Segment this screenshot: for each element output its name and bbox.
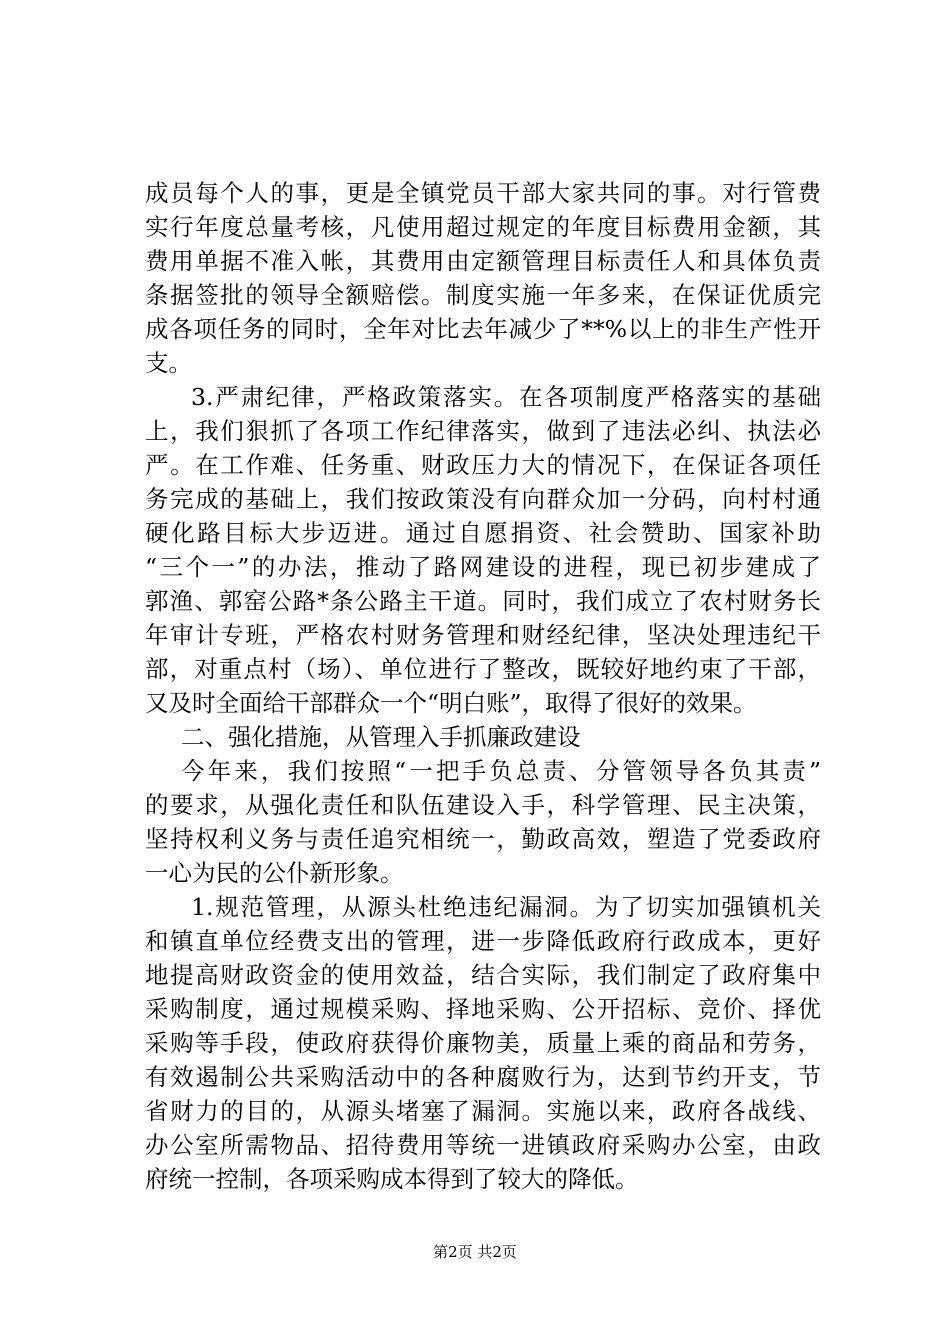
text-line: 今年来，我们按照“一把手负总责、分管领导各负其责” [181, 757, 821, 785]
text-line: 实行年度总量考核，凡使用超过规定的年度目标费用金额，其 [145, 213, 821, 241]
text-line: 和镇直单位经费支出的管理，进一步降低政府行政成本，更好 [145, 927, 821, 955]
document-body [145, 176, 821, 1196]
text-line: 费用单据不准入帐，其费用由定额管理目标责任人和具体负责 [145, 247, 821, 275]
text-line: 办公室所需物品、招待费用等统一进镇政府采购办公室，由政 [145, 1131, 821, 1159]
text-line: 地提高财政资金的使用效益，结合实际，我们制定了政府集中 [145, 961, 821, 989]
text-line: 务完成的基础上，我们按政策没有向群众加一分码，向村村通 [145, 485, 821, 513]
text-line: 条据签批的领导全额赔偿。制度实施一年多来，在保证优质完 [145, 281, 821, 309]
text-line: “三个一”的办法，推动了路网建设的进程，现已初步建成了 [145, 553, 821, 581]
text-line: 上，我们狠抓了各项工作纪律落实，做到了违法必纠、执法必 [145, 417, 821, 445]
text-line: 坚持权利义务与责任追究相统一，勤政高效，塑造了党委政府 [145, 825, 821, 853]
text-line: 府统一控制，各项采购成本得到了较大的降低。 [145, 1165, 639, 1193]
page-number-footer: 第2页 共2页 [433, 1243, 517, 1261]
text-line: 一心为民的公仆新形象。 [145, 859, 404, 887]
text-line: 成各项任务的同时，全年对比去年减少了**%以上的非生产性开 [145, 315, 821, 343]
text-line: 有效遏制公共采购活动中的各种腐败行为，达到节约开支，节 [145, 1063, 821, 1091]
text-line: 3.严肃纪律，严格政策落实。在各项制度严格落实的基础 [191, 383, 821, 411]
text-line: 支。 [145, 349, 192, 377]
section-heading: 二、强化措施，从管理入手抓廉政建设 [181, 723, 581, 751]
text-line: 省财力的目的，从源头堵塞了漏洞。实施以来，政府各战线、 [145, 1097, 821, 1125]
text-line: 采购等手段，使政府获得价廉物美，质量上乘的商品和劳务， [145, 1029, 821, 1057]
text-line: 采购制度，通过规模采购、择地采购、公开招标、竞价、择优 [145, 995, 821, 1023]
text-line: 郭渔、郭窑公路*条公路主干道。同时，我们成立了农村财务长 [145, 587, 821, 615]
text-line: 1.规范管理，从源头杜绝违纪漏洞。为了切实加强镇机关 [191, 893, 821, 921]
text-line: 又及时全面给干部群众一个“明白账”，取得了很好的效果。 [145, 689, 757, 717]
text-line: 部，对重点村（场）、单位进行了整改，既较好地约束了干部， [145, 655, 821, 683]
text-line: 年审计专班，严格农村财务管理和财经纪律，坚决处理违纪干 [145, 621, 821, 649]
text-line: 成员每个人的事，更是全镇党员干部大家共同的事。对行管费 [145, 179, 821, 207]
text-line: 硬化路目标大步迈进。通过自愿捐资、社会赞助、国家补助 [145, 519, 821, 547]
text-line: 严。在工作难、任务重、财政压力大的情况下，在保证各项任 [145, 451, 821, 479]
text-line: 的要求，从强化责任和队伍建设入手，科学管理、民主决策， [145, 791, 821, 819]
